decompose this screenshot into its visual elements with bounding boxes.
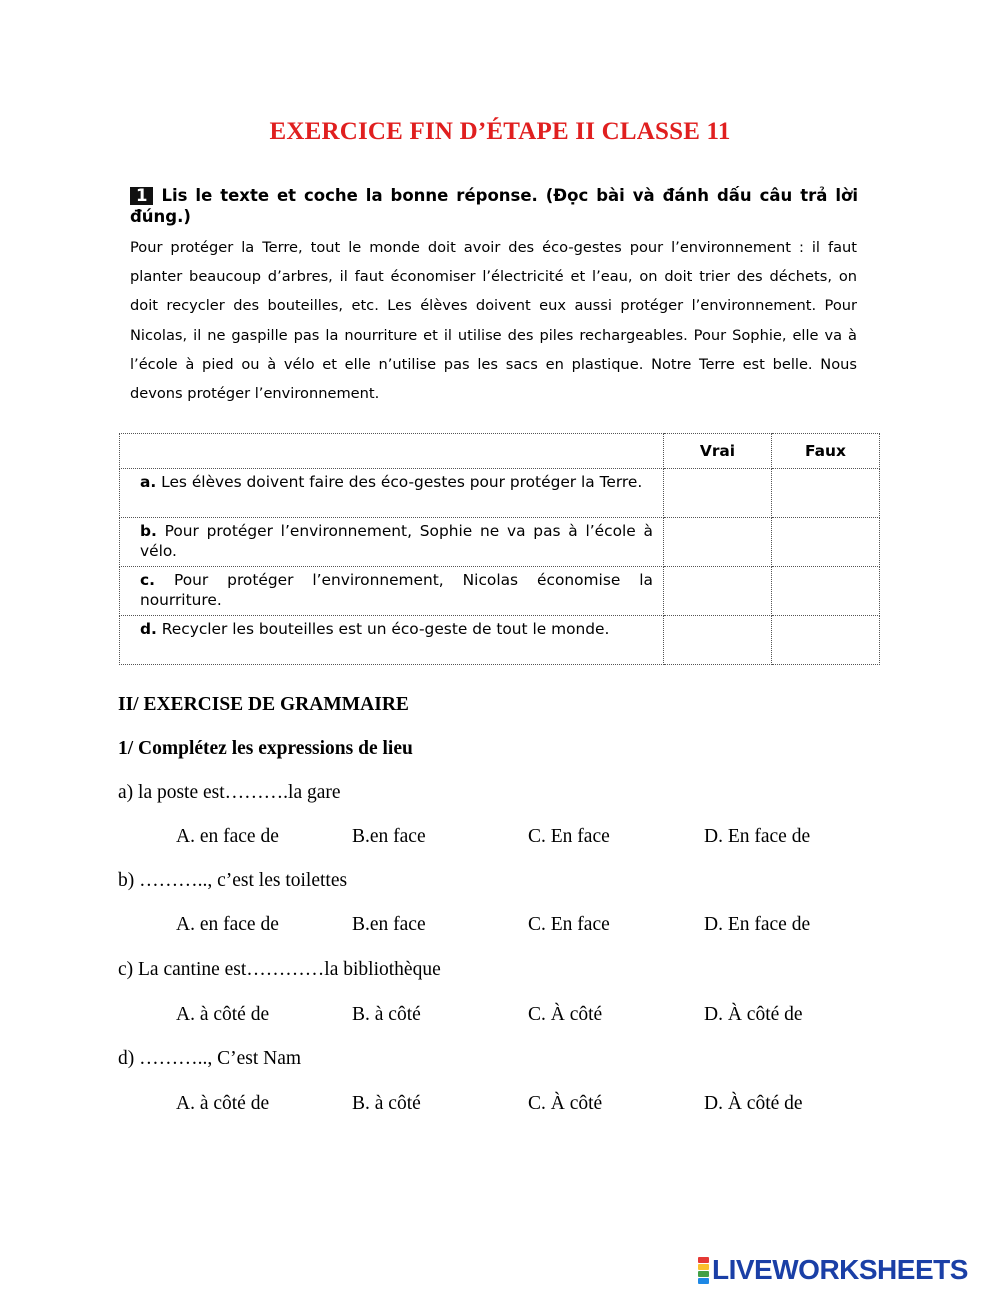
logo-block [698,1278,709,1284]
option-c-B[interactable]: B. à côté [352,1004,421,1025]
reading-passage: Pour protéger la Terre, tout le monde doit avoir des éco-gestes pour l’environnement : il faut planter beaucoup d’arbres, il faut économiser l’électricité et l’eau, on doit trier des déchets, on doit recycler des bouteilles, etc. Les élèves doivent eux aussi protéger l’environnement. Pour Nicolas, il ne gaspille pas la nourriture et il utilise des piles rechargeables. Pour Sophie, elle va à l’école à pied ou à vélo et elle n’utilise pas les sacs en plastique. Notre Terre est belle. Nous devons protéger l’environnement. [130,239,857,403]
statement-d [120,616,664,665]
vrai-cell-a[interactable] [664,469,772,518]
option-a-C[interactable]: C. En face [528,826,610,847]
option-b-C[interactable]: C. En face [528,914,610,935]
statement-b [120,518,664,567]
vrai-cell-c[interactable] [664,567,772,616]
option-a-D[interactable]: D. En face de [704,826,811,847]
option-b-A[interactable]: A. en face de [176,914,279,935]
logo-block [698,1264,709,1270]
vrai-cell-b[interactable] [664,518,772,567]
exercise-1-heading [130,185,858,227]
option-a-B[interactable]: B.en face [352,826,426,847]
statement-letter: c. [140,571,155,589]
question-a-prompt: a) la poste est……….la gare [118,782,341,803]
empty-header-cell [120,434,664,469]
page-title: EXERCICE FIN D’ÉTAPE II CLASSE 11 [269,118,731,145]
question-b-prompt: b) ……….., c’est les toilettes [118,870,348,891]
grammar-subheading: 1/ Complétez les expressions de lieu [118,738,413,759]
option-d-D[interactable]: D. À côté de [704,1093,803,1114]
true-false-table [119,433,880,665]
option-d-A[interactable]: A. à côté de [176,1093,270,1114]
vrai-header: Vrai [664,434,772,469]
statement-text: Pour protéger l’environnement, Sophie ne va pas à l’école à vélo. [140,522,653,560]
option-c-D[interactable]: D. À côté de [704,1004,803,1025]
question-c-prompt: c) La cantine est…………la bibliothèque [118,959,441,980]
option-b-B[interactable]: B.en face [352,914,426,935]
logo-block [698,1257,709,1263]
statement-text: Les élèves doivent faire des éco-gestes pour protéger la Terre. [161,473,643,491]
grammar-heading: II/ EXERCISE DE GRAMMAIRE [118,694,409,715]
statement-text: Pour protéger l’environnement, Nicolas économise la nourriture. [140,571,653,609]
faux-cell-c[interactable] [772,567,880,616]
statement-text: Recycler les bouteilles est un éco-geste de tout le monde. [161,620,610,638]
statement-letter: b. [140,522,157,540]
statement-c [120,567,664,616]
logo-text: LIVEWORKSHEETS [712,1254,968,1285]
question-d-prompt: d) ……….., C’est Nam [118,1048,302,1069]
faux-header: Faux [772,434,880,469]
option-b-D[interactable]: D. En face de [704,914,811,935]
table-row [120,469,880,518]
option-d-B[interactable]: B. à côté [352,1093,421,1114]
statement-a [120,469,664,518]
statement-letter: a. [140,473,157,491]
table-row [120,518,880,567]
option-a-A[interactable]: A. en face de [176,826,279,847]
table-row [120,616,880,665]
faux-cell-a[interactable] [772,469,880,518]
vrai-cell-d[interactable] [664,616,772,665]
table-header-row [120,434,880,469]
option-c-A[interactable]: A. à côté de [176,1004,270,1025]
exercise-number-badge: 1 [130,187,153,205]
option-c-C[interactable]: C. À côté [528,1004,603,1025]
option-d-C[interactable]: C. À côté [528,1093,603,1114]
liveworksheets-logo [698,1255,968,1285]
statement-letter: d. [140,620,157,638]
logo-block [698,1271,709,1277]
exercise-instruction: Lis le texte et coche la bonne réponse. (Đọc bài và đánh dấu câu trả lời đúng.) [130,186,858,226]
faux-cell-d[interactable] [772,616,880,665]
faux-cell-b[interactable] [772,518,880,567]
table-row [120,567,880,616]
liveworksheets-icon [698,1257,709,1284]
